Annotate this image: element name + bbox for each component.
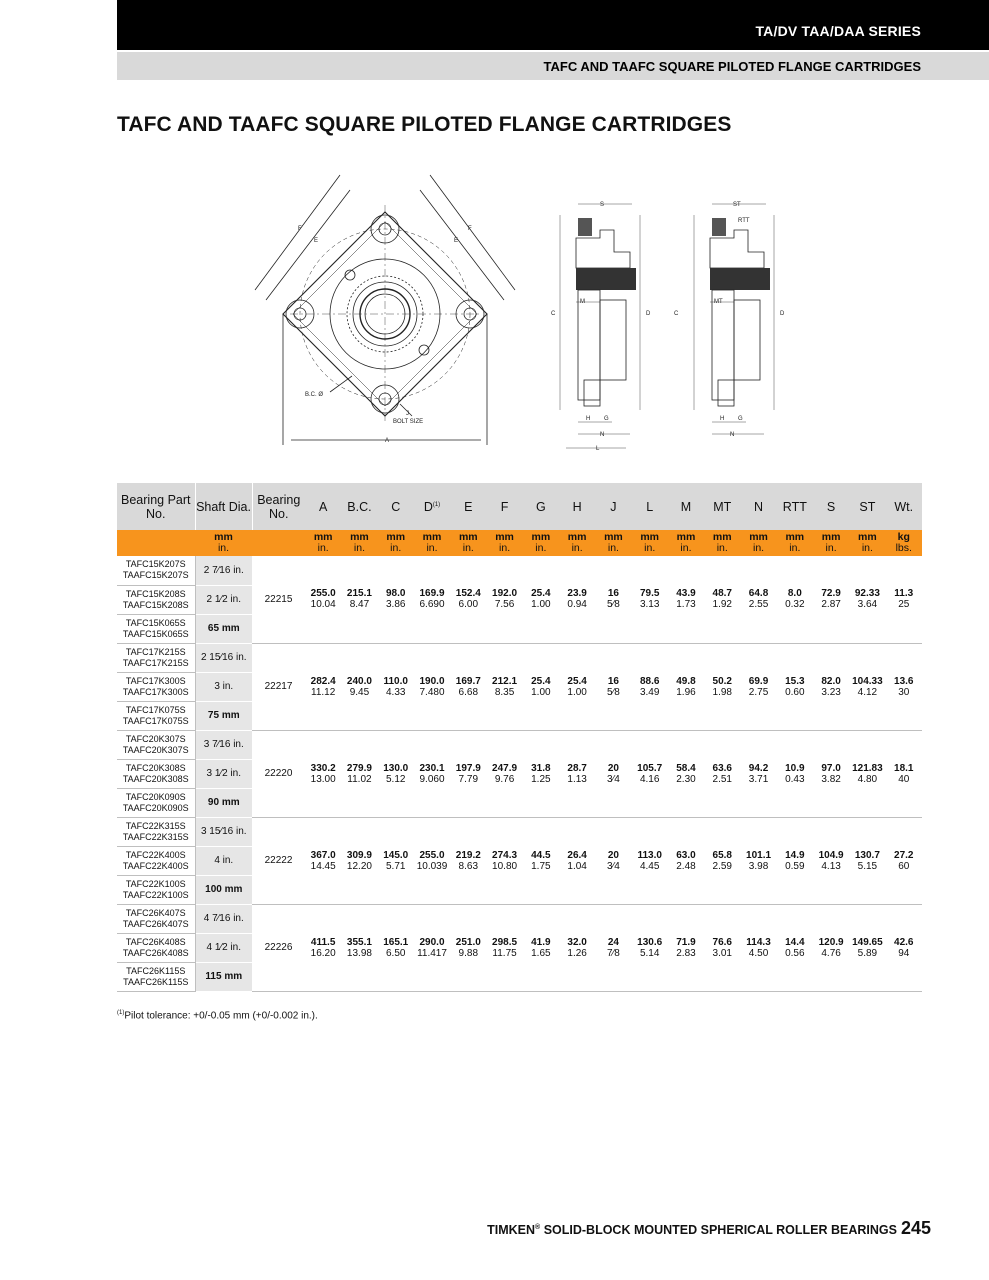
dimension-cell: 14.4 0.56 (777, 904, 813, 991)
units-part-cell (117, 530, 195, 556)
unit-cell: mm in. (341, 530, 377, 556)
page-number: 245 (900, 1218, 931, 1238)
dimension-cell: 58.4 2.30 (668, 730, 704, 817)
col-dim-header: Wt. (886, 483, 922, 530)
label-l: L (596, 446, 600, 452)
dimension-cell: 215.1 8.47 (341, 556, 377, 643)
dimension-cell: 63.0 2.48 (668, 817, 704, 904)
label-d2: D (780, 311, 785, 317)
dimension-cell: 20 3⁄4 (595, 730, 631, 817)
col-dim-header: E (450, 483, 486, 530)
dimension-cell: 44.5 1.75 (523, 817, 559, 904)
dimension-cell: 104.9 4.13 (813, 817, 849, 904)
bearing-number-cell: 22215 (252, 556, 305, 643)
part-number-cell: TAFC26K408S TAAFC26K408S (117, 933, 195, 962)
dimension-cell: 247.9 9.76 (486, 730, 522, 817)
dimension-cell: 145.0 5.71 (378, 817, 414, 904)
unit-cell: mm in. (668, 530, 704, 556)
series-header-bar (117, 0, 989, 50)
dimension-cell: 411.5 16.20 (305, 904, 341, 991)
col-dim-header: S (813, 483, 849, 530)
unit-cell: mm in. (559, 530, 595, 556)
header-row (117, 483, 922, 530)
dimension-cell: 48.7 1.92 (704, 556, 740, 643)
label-c2: C (674, 311, 679, 317)
part-number-cell: TAFC26K115S TAAFC26K115S (117, 962, 195, 991)
dimension-cell: 190.0 7.480 (414, 643, 450, 730)
part-number-cell: TAFC17K075S TAAFC17K075S (117, 701, 195, 730)
label-d: D (646, 311, 651, 317)
dimension-cell: 101.1 3.98 (740, 817, 776, 904)
dimension-cell: 71.9 2.83 (668, 904, 704, 991)
col-dim-header: M (668, 483, 704, 530)
dimension-cell: 130.6 5.14 (632, 904, 668, 991)
dimension-cell: 42.6 94 (886, 904, 922, 991)
page-footer: TIMKEN® SOLID-BLOCK MOUNTED SPHERICAL ROLLER BEARINGS 245 (487, 1218, 931, 1238)
label-g: G (604, 416, 609, 422)
dimension-cell: 25.4 1.00 (523, 556, 559, 643)
dimension-cell: 149.65 5.89 (849, 904, 885, 991)
col-part-header: Bearing Part No. (117, 483, 195, 530)
table-row (117, 817, 922, 846)
dimension-cell: 25.4 1.00 (523, 643, 559, 730)
unit-cell: mm in. (632, 530, 668, 556)
part-number-cell: TAFC22K100S TAAFC22K100S (117, 875, 195, 904)
label-st: ST (733, 202, 741, 208)
shaft-dia-cell: 115 mm (195, 962, 252, 991)
dimension-cell: 290.0 11.417 (414, 904, 450, 991)
col-dim-header: B.C. (341, 483, 377, 530)
dimension-cell: 298.5 11.75 (486, 904, 522, 991)
shaft-dia-cell: 2 15⁄16 in. (195, 643, 252, 672)
dimension-cell: 130.7 5.15 (849, 817, 885, 904)
dimension-cell: 32.0 1.26 (559, 904, 595, 991)
section-subtitle: TAFC AND TAAFC SQUARE PILOTED FLANGE CARTRIDGES (543, 59, 921, 74)
col-d-footnote-mark: (1) (432, 502, 441, 509)
dimension-cell: 65.8 2.59 (704, 817, 740, 904)
unit-cell: mm in. (704, 530, 740, 556)
shaft-dia-cell: 3 15⁄16 in. (195, 817, 252, 846)
dimension-cell: 94.2 3.71 (740, 730, 776, 817)
shaft-dia-cell: 65 mm (195, 614, 252, 643)
shaft-dia-cell: 3 in. (195, 672, 252, 701)
dimension-cell: 14.9 0.59 (777, 817, 813, 904)
unit-cell: mm in. (595, 530, 631, 556)
dimension-cell: 367.0 14.45 (305, 817, 341, 904)
dimension-cell: 279.9 11.02 (341, 730, 377, 817)
shaft-dia-cell: 2 7⁄16 in. (195, 556, 252, 585)
table-row (117, 904, 922, 933)
part-number-cell: TAFC17K215S TAAFC17K215S (117, 643, 195, 672)
dimension-cell: 16 5⁄8 (595, 556, 631, 643)
part-number-cell: TAFC20K308S TAAFC20K308S (117, 759, 195, 788)
dimension-cell: 251.0 9.88 (450, 904, 486, 991)
unit-cell: mm in. (523, 530, 559, 556)
dimension-cell: 230.1 9.060 (414, 730, 450, 817)
unit-cell: mm in. (849, 530, 885, 556)
technical-drawing (0, 160, 989, 460)
dimension-cell: 330.2 13.00 (305, 730, 341, 817)
shaft-dia-cell: 4 in. (195, 846, 252, 875)
part-number-cell: TAFC26K407S TAAFC26K407S (117, 904, 195, 933)
dimension-cell: 212.1 8.35 (486, 643, 522, 730)
bearing-number-cell: 22226 (252, 904, 305, 991)
part-number-cell: TAFC15K208S TAAFC15K208S (117, 585, 195, 614)
unit-cell: mm in. (740, 530, 776, 556)
dimension-cell: 130.0 5.12 (378, 730, 414, 817)
dimension-cell: 18.1 40 (886, 730, 922, 817)
dimension-cell: 165.1 6.50 (378, 904, 414, 991)
col-dim-header: A (305, 483, 341, 530)
dimension-cell: 69.9 2.75 (740, 643, 776, 730)
label-n2: N (730, 432, 735, 438)
unit-cell: mm in. (414, 530, 450, 556)
dimension-cell: 11.3 25 (886, 556, 922, 643)
dimension-cell: 197.9 7.79 (450, 730, 486, 817)
bearing-number-cell: 22217 (252, 643, 305, 730)
unit-cell: mm in. (450, 530, 486, 556)
dimension-cell: 50.2 1.98 (704, 643, 740, 730)
label-bolt-size: BOLT SIZE (393, 419, 424, 425)
dimension-cell: 20 3⁄4 (595, 817, 631, 904)
dimension-cell: 27.2 60 (886, 817, 922, 904)
dimensions-table (117, 483, 922, 992)
unit-cell: mm in. (486, 530, 522, 556)
part-number-cell: TAFC22K315S TAAFC22K315S (117, 817, 195, 846)
col-dim-header: F (486, 483, 522, 530)
label-mt: MT (714, 299, 723, 305)
dimension-cell: 97.0 3.82 (813, 730, 849, 817)
footnote: $^{(1)}$Pilot tolerance: +0/-0.05 mm (+0/-0.002 in.). (117, 1010, 318, 1022)
dimension-cell: 309.9 12.20 (341, 817, 377, 904)
shaft-dia-cell: 100 mm (195, 875, 252, 904)
part-number-cell: TAFC22K400S TAAFC22K400S (117, 846, 195, 875)
dimension-cell: 28.7 1.13 (559, 730, 595, 817)
table-body (117, 556, 922, 991)
col-dim-header: RTT (777, 483, 813, 530)
table-row (117, 556, 922, 585)
col-dim-header: C (378, 483, 414, 530)
dimension-cell: 64.8 2.55 (740, 556, 776, 643)
dimension-cell: 219.2 8.63 (450, 817, 486, 904)
dimension-cell: 282.4 11.12 (305, 643, 341, 730)
shaft-dia-cell: 75 mm (195, 701, 252, 730)
label-bc: B.C. Ø (305, 392, 324, 398)
dimension-cell: 76.6 3.01 (704, 904, 740, 991)
dimension-cell: 49.8 1.96 (668, 643, 704, 730)
label-h: H (586, 416, 591, 422)
dimension-cell: 98.0 3.86 (378, 556, 414, 643)
section-header-bar (117, 52, 989, 80)
part-number-cell: TAFC15K207S TAAFC15K207S (117, 556, 195, 585)
dimension-cell: 72.9 2.87 (813, 556, 849, 643)
label-a: A (385, 438, 390, 444)
part-number-cell: TAFC17K300S TAAFC17K300S (117, 672, 195, 701)
dimension-cell: 110.0 4.33 (378, 643, 414, 730)
label-n: N (600, 432, 605, 438)
dimension-cell: 120.9 4.76 (813, 904, 849, 991)
label-e-right: E (454, 238, 459, 244)
series-title: TA/DV TAA/DAA SERIES (755, 23, 921, 39)
shaft-dia-cell: 4 1⁄2 in. (195, 933, 252, 962)
label-e-left: E (314, 238, 319, 244)
table-row (117, 730, 922, 759)
label-c: C (551, 311, 556, 317)
col-dim-header: ST (849, 483, 885, 530)
dimension-cell: 24 7⁄8 (595, 904, 631, 991)
dimension-cell: 25.4 1.00 (559, 643, 595, 730)
dimension-cell: 23.9 0.94 (559, 556, 595, 643)
dimension-cell: 240.0 9.45 (341, 643, 377, 730)
dimension-cell: 63.6 2.51 (704, 730, 740, 817)
col-dim-header: L (632, 483, 668, 530)
dimension-cell: 105.7 4.16 (632, 730, 668, 817)
page-title: TAFC AND TAAFC SQUARE PILOTED FLANGE CARTRIDGES (117, 113, 732, 136)
dimension-cell: 31.8 1.25 (523, 730, 559, 817)
units-shaft-cell: mm in. (195, 530, 252, 556)
dimension-cell: 92.33 3.64 (849, 556, 885, 643)
label-j: J (406, 411, 409, 417)
col-dim-header: $D^{(1)}$ (414, 483, 450, 530)
unit-cell: kg lbs. (886, 530, 922, 556)
bearing-number-cell: 22220 (252, 730, 305, 817)
units-row (117, 530, 922, 556)
dimension-cell: 104.33 4.12 (849, 643, 885, 730)
shaft-dia-cell: 3 1⁄2 in. (195, 759, 252, 788)
dimension-cell: 114.3 4.50 (740, 904, 776, 991)
part-number-cell: TAFC20K307S TAAFC20K307S (117, 730, 195, 759)
dimension-cell: 16 5⁄8 (595, 643, 631, 730)
label-f-left: F (298, 226, 302, 232)
unit-cell: mm in. (305, 530, 341, 556)
dimension-cell: 113.0 4.45 (632, 817, 668, 904)
dimension-cell: 8.0 0.32 (777, 556, 813, 643)
dimension-cell: 15.3 0.60 (777, 643, 813, 730)
dimension-cell: 169.7 6.68 (450, 643, 486, 730)
units-bearing-cell (252, 530, 305, 556)
label-f-right: F (468, 226, 472, 232)
shaft-dia-cell: 3 7⁄16 in. (195, 730, 252, 759)
unit-cell: mm in. (813, 530, 849, 556)
bearing-number-cell: 22222 (252, 817, 305, 904)
dimension-cell: 152.4 6.00 (450, 556, 486, 643)
label-g2: G (738, 416, 743, 422)
dimension-cell: 79.5 3.13 (632, 556, 668, 643)
col-dim-header: MT (704, 483, 740, 530)
shaft-dia-cell: 90 mm (195, 788, 252, 817)
dimension-cell: 88.6 3.49 (632, 643, 668, 730)
part-number-cell: TAFC20K090S TAAFC20K090S (117, 788, 195, 817)
shaft-dia-cell: 4 7⁄16 in. (195, 904, 252, 933)
label-h2: H (720, 416, 725, 422)
dimension-cell: 43.9 1.73 (668, 556, 704, 643)
dimension-cell: 255.0 10.039 (414, 817, 450, 904)
shaft-dia-cell: 2 1⁄2 in. (195, 585, 252, 614)
col-dim-header: J (595, 483, 631, 530)
dimension-cell: 13.6 30 (886, 643, 922, 730)
dimension-cell: 192.0 7.56 (486, 556, 522, 643)
dimension-cell: 82.0 3.23 (813, 643, 849, 730)
dimension-cell: 255.0 10.04 (305, 556, 341, 643)
dimension-cell: 10.9 0.43 (777, 730, 813, 817)
label-s: S (600, 202, 605, 208)
dimension-cell: 274.3 10.80 (486, 817, 522, 904)
col-bearing-header: Bearing No. (252, 483, 305, 530)
dimension-cell: 121.83 4.80 (849, 730, 885, 817)
dimension-cell: 169.9 6.690 (414, 556, 450, 643)
dimension-cell: 355.1 13.98 (341, 904, 377, 991)
dimension-cell: 41.9 1.65 (523, 904, 559, 991)
dimension-cell: 26.4 1.04 (559, 817, 595, 904)
unit-cell: mm in. (378, 530, 414, 556)
table-row (117, 643, 922, 672)
unit-cell: mm in. (777, 530, 813, 556)
col-shaft-header: Shaft Dia. (195, 483, 252, 530)
col-dim-header: G (523, 483, 559, 530)
label-m: M (580, 299, 585, 305)
col-dim-header: H (559, 483, 595, 530)
part-number-cell: TAFC15K065S TAAFC15K065S (117, 614, 195, 643)
col-dim-header: N (740, 483, 776, 530)
label-rtt: RTT (738, 218, 750, 224)
